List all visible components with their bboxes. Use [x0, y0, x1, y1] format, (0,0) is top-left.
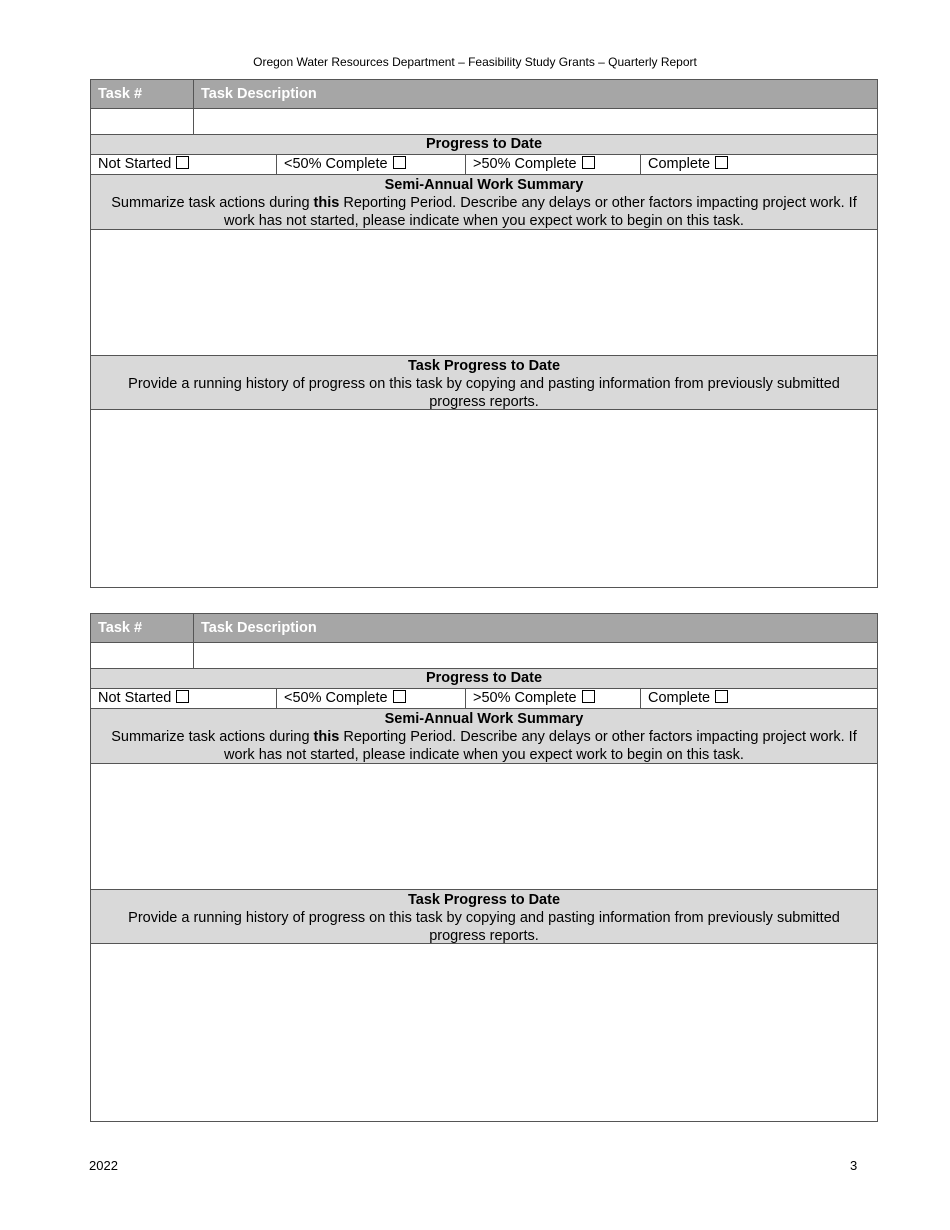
- table-header-row: [91, 614, 877, 642]
- summary-text: [99, 194, 869, 230]
- history-field[interactable]: [91, 943, 877, 1121]
- option-more-50[interactable]: [466, 689, 641, 708]
- checkbox[interactable]: [715, 156, 728, 169]
- checkbox[interactable]: [582, 690, 595, 703]
- footer-year: 2022: [89, 1158, 118, 1173]
- history-title: Task Progress to Date: [407, 358, 561, 374]
- checkbox[interactable]: [715, 690, 728, 703]
- option-label: Complete: [648, 156, 711, 172]
- task-table-2: [90, 613, 878, 1122]
- progress-title: [91, 134, 877, 154]
- task-number-header: Task #: [91, 80, 194, 108]
- option-complete[interactable]: [641, 155, 877, 174]
- option-less-50[interactable]: [277, 155, 466, 174]
- history-text: Provide a running history of progress on this task by copying and pasting information from previously submitted progress reports.: [128, 376, 840, 410]
- task-description-header: Task Description: [201, 620, 317, 636]
- summary-text-bold: this: [313, 195, 340, 211]
- summary-title: Semi-Annual Work Summary: [384, 711, 584, 727]
- option-not-started[interactable]: [91, 689, 277, 708]
- task-description-field[interactable]: [194, 643, 877, 668]
- summary-field[interactable]: [91, 229, 877, 355]
- summary-instructions: [91, 174, 877, 229]
- summary-text-part: Reporting Period. Describe any delays or other factors impacting project work. If work has not started, please indicate when you expect work to begin on this task.: [224, 195, 857, 229]
- option-label: >50% Complete: [473, 690, 577, 706]
- task-number-field[interactable]: [91, 109, 194, 134]
- summary-field[interactable]: [91, 763, 877, 889]
- checkbox[interactable]: [393, 156, 406, 169]
- task-description-field[interactable]: [194, 109, 877, 134]
- option-complete[interactable]: [641, 689, 877, 708]
- option-more-50[interactable]: [466, 155, 641, 174]
- summary-text-part: Reporting Period. Describe any delays or other factors impacting project work. If work has not started, please indicate when you expect work to begin on this task.: [224, 729, 857, 763]
- option-less-50[interactable]: [277, 689, 466, 708]
- summary-text: [99, 728, 869, 764]
- page-number: 3: [850, 1158, 858, 1173]
- option-label: Not Started: [98, 690, 172, 706]
- history-instructions: [91, 355, 877, 409]
- task-number-field[interactable]: [91, 643, 194, 668]
- history-text: Provide a running history of progress on this task by copying and pasting information from previously submitted progress reports.: [128, 910, 840, 944]
- task-description-header: Task Description: [201, 86, 317, 102]
- task-input-row: [91, 642, 877, 668]
- summary-text-part: Summarize task actions during: [111, 729, 314, 745]
- task-input-row: [91, 108, 877, 134]
- checkbox[interactable]: [393, 690, 406, 703]
- task-number-header: Task #: [91, 614, 194, 642]
- checkbox[interactable]: [176, 156, 189, 169]
- checkbox[interactable]: [582, 156, 595, 169]
- option-not-started[interactable]: [91, 155, 277, 174]
- checkbox[interactable]: [176, 690, 189, 703]
- page-header: Oregon Water Resources Department – Feasibility Study Grants – Quarterly Report: [253, 55, 697, 69]
- progress-title-text: Progress to Date: [425, 670, 543, 686]
- history-instructions: [91, 889, 877, 943]
- option-label: Not Started: [98, 156, 172, 172]
- table-header-row: [91, 80, 877, 108]
- option-label: >50% Complete: [473, 156, 577, 172]
- option-label: <50% Complete: [284, 156, 388, 172]
- progress-title-text: Progress to Date: [425, 136, 543, 152]
- task-table-1: [90, 79, 878, 588]
- summary-text-bold: this: [313, 729, 340, 745]
- option-label: <50% Complete: [284, 690, 388, 706]
- summary-text-part: Summarize task actions during: [111, 195, 314, 211]
- summary-instructions: [91, 708, 877, 763]
- option-label: Complete: [648, 690, 711, 706]
- history-title: Task Progress to Date: [407, 892, 561, 908]
- progress-title: [91, 668, 877, 688]
- progress-options-row: [91, 688, 877, 708]
- history-field[interactable]: [91, 409, 877, 587]
- progress-options-row: [91, 154, 877, 174]
- summary-title: Semi-Annual Work Summary: [384, 177, 584, 193]
